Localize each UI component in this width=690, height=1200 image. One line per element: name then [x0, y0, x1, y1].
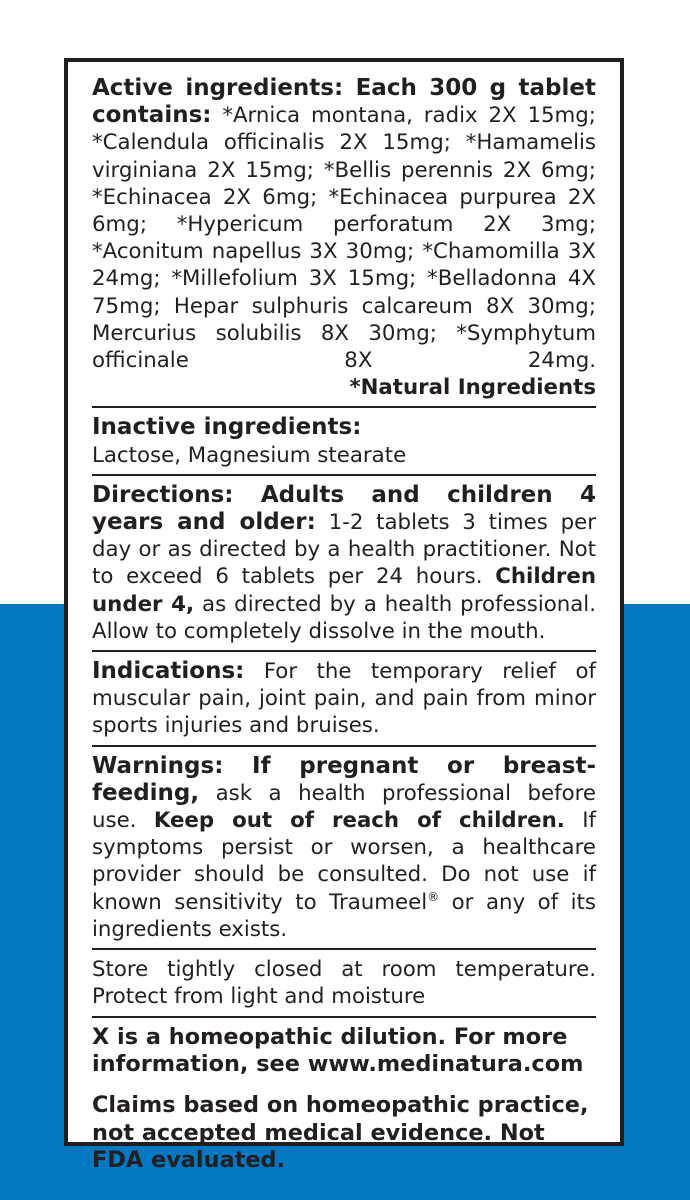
directions-heading: Directions: Adults and children 4 years and older:: [92, 481, 596, 536]
children-under-4-label: Children under 4,: [92, 564, 596, 617]
warnings-text: Warnings: If pregnant or breast-feeding, ask a health professional before use. Keep out of reach of children. If symptoms persist or worsen, a healthcare provider should be consulted. Do not use if known sensitivity to Traumeel® or any of its ingredients exists.: [92, 752, 596, 942]
homeopathic-dilution-note: X is a homeopathic dilution. For more information, see www.medinatura.com: [92, 1023, 584, 1077]
active-ingredients-heading: Active ingredients: Each 300 g tablet contains:: [92, 75, 596, 129]
warnings-heading: Warnings: If pregnant or breast-feeding,: [92, 752, 596, 806]
active-ingredients-list: *Arnica montana, radix 2X 15mg; *Calendula officinalis 2X 15mg; *Hamamelis virginiana 2X 15mg; *Bellis perennis 2X 6mg; *Echinacea 2X 6mg; *Echinacea purpurea 2X 6mg; *Hypericum perforatum 2X 3mg; *Aconitum napellus 3X 30mg; *Chamomilla 3X 24mg; *Millefolium 3X 15mg; *Belladonna 4X 75mg; Hepar sulphuris calcareum 8X 30mg; Mercurius solubilis 8X 30mg; *Symphytum officinale 8X 24mg.: [92, 103, 596, 374]
natural-ingredients-note: *Natural Ingredients: [349, 375, 596, 401]
warnings-section: [92, 747, 596, 950]
inactive-ingredients-text: Lactose, Magnesium stearate: [92, 442, 407, 468]
storage-text: Store tightly closed at room temperature. Protect from light and moisture: [92, 957, 596, 1010]
homeopathic-info-section: [92, 1018, 596, 1180]
directions-section: [92, 476, 596, 652]
active-ingredients-text: [92, 75, 596, 374]
registered-mark: ®: [427, 889, 440, 904]
drug-facts-label: [64, 58, 624, 1174]
directions-text: Directions: Adults and children 4 years and older: 1-2 tablets 3 times per day or as directed by a health practitioner. Not to exceed 6 tablets per 24 hours. Children under 4, as directed by a health professional. Allow to completely dissolve in the mouth.: [92, 481, 596, 644]
keep-out-of-reach-label: Keep out of reach of children.: [153, 808, 565, 834]
indications-text: Indications: For the temporary relief of muscular pain, joint pain, and pain from minor sports injuries and bruises.: [92, 658, 596, 739]
storage-section: [92, 950, 596, 1017]
indications-section: [92, 652, 596, 747]
inactive-ingredients-heading: Inactive ingredients:: [92, 414, 362, 441]
active-ingredients-section: [92, 75, 596, 408]
inactive-ingredients-section: [92, 408, 596, 475]
fda-claims-note: Claims based on homeopathic practice, not accepted medical evidence. Not FDA evaluated.: [92, 1092, 589, 1174]
indications-heading: Indications:: [92, 658, 245, 685]
